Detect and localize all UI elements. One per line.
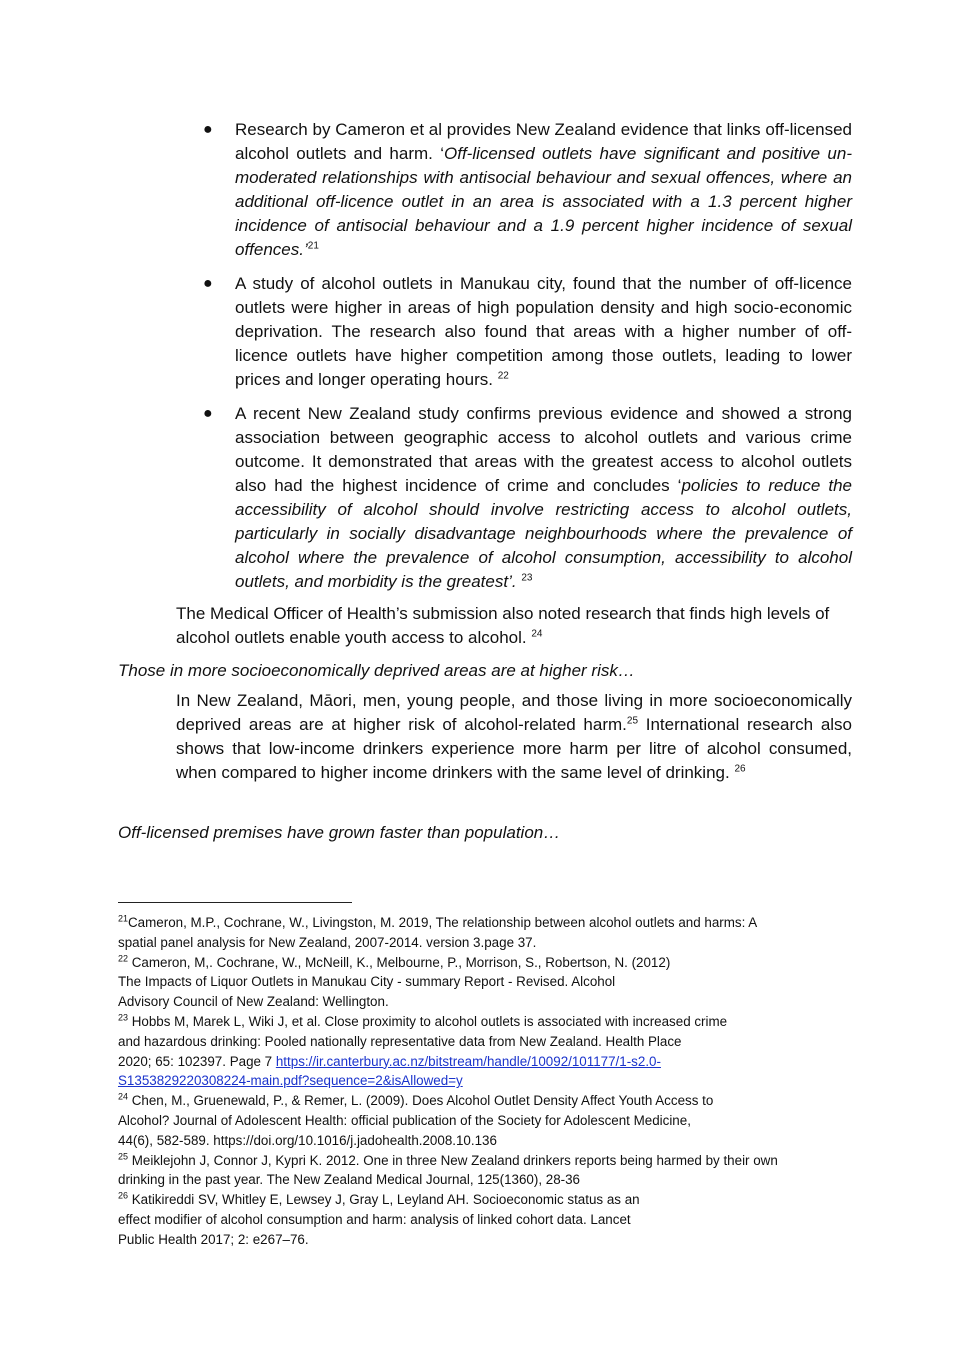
footnote-ref-25[interactable]: 25 xyxy=(626,715,639,727)
paragraph-text: In New Zealand, Māori, men, young people, and those living in more socioeconomically deprived areas are at higher risk of alcohol-related harm. xyxy=(176,691,852,734)
footnote-ref-24[interactable]: 24 xyxy=(531,628,543,640)
section-heading-deprived-areas: Those in more socioeconomically deprived areas are at higher risk… xyxy=(118,661,635,680)
footnote-text: Cameron, M,. Cochrane, W., McNeill, K., Melbourne, P., Morrison, S., Robertson, N. (2012) xyxy=(128,954,671,970)
hobbs-study-link-continued[interactable]: S1353829220308224-main.pdf?sequence=2&isAllowed=y xyxy=(118,1073,463,1089)
footnote-text: Katikireddi SV, Whitley E, Lewsey J, Gray L, Leyland AH. Socioeconomic status as an xyxy=(128,1192,640,1208)
bullet-quote: Off-licensed outlets have significant and positive un-moderated relationships with antisocial behaviour and sexual offences, where an additional off-licence outlet in an area is associated with a 1.3 percent higher incidence of antisocial behaviour and a 1.9 percent higher incidence of sexual offences.’ xyxy=(235,144,852,259)
footnote-divider xyxy=(118,902,352,903)
footnote-text: spatial panel analysis for New Zealand, 2007-2014. version 3.page 37. xyxy=(118,934,537,950)
footnote-number: 24 xyxy=(118,1091,129,1102)
footnote-text: Chen, M., Gruenewald, P., & Remer, L. (2009). Does Alcohol Outlet Density Affect Youth Access to xyxy=(128,1093,714,1109)
footnote-text: 2020; 65: 102397. Page 7 xyxy=(118,1053,276,1069)
paragraph-text: International research also shows that low-income drinkers experience more harm per litre of alcohol consumed, when compared to higher income drinkers with the same level of drinking. xyxy=(176,715,853,782)
footnote-text: and hazardous drinking: Pooled nationally representative data from New Zealand. Health Place xyxy=(118,1033,682,1049)
footnote-text: Hobbs M, Marek L, Wiki J, et al. Close proximity to alcohol outlets is associated with increased crime xyxy=(128,1013,728,1029)
footnote-23 xyxy=(118,1012,858,1091)
footnote-text: The Impacts of Liquor Outlets in Manukau City - summary Report - Revised. Alcohol xyxy=(118,974,616,990)
section-heading-premises-growth: Off-licensed premises have grown faster than population… xyxy=(118,823,561,842)
footnote-text: 44(6), 582-589. https://doi.org/10.1016/j.jadohealth.2008.10.136 xyxy=(118,1132,497,1148)
footnote-text: Advisory Council of New Zealand: Wellington. xyxy=(118,994,389,1010)
hobbs-study-link[interactable]: https://ir.canterbury.ac.nz/bitstream/handle/10092/101177/1-s2.0- xyxy=(275,1053,661,1069)
footnote-text: Alcohol? Journal of Adolescent Health: official publication of the Society for Adolescent Medicine, xyxy=(118,1112,691,1128)
footnote-24 xyxy=(118,1091,858,1150)
paragraph-text: The Medical Officer of Health’s submission also noted research that finds high levels of alcohol outlets enable youth access to alcohol. xyxy=(176,604,830,647)
bullet-text: A recent New Zealand study confirms previous evidence and showed a strong association between geographic access to alcohol outlets and various crime outcome. It demonstrated that areas with the greatest access to alcohol outlets also had the highest incidence of crime and concludes ‘ xyxy=(235,404,852,495)
footnote-number: 21 xyxy=(118,913,129,924)
moh-submission-paragraph xyxy=(176,602,852,650)
footnote-text: Public Health 2017; 2: e267–76. xyxy=(118,1231,309,1247)
bullet-manukau-study xyxy=(200,272,852,392)
bullet-dot-icon: ● xyxy=(203,405,213,422)
footnote-number: 25 xyxy=(118,1151,129,1162)
bullet-dot-icon: ● xyxy=(203,121,213,138)
bullet-nz-crime-study xyxy=(200,402,852,594)
footnote-text: effect modifier of alcohol consumption and harm: analysis of linked cohort data. Lancet xyxy=(118,1211,631,1227)
footnote-26 xyxy=(118,1190,858,1249)
footnote-25 xyxy=(118,1151,858,1191)
footnote-number: 22 xyxy=(118,953,129,964)
bullet-dot-icon: ● xyxy=(203,275,213,292)
footnote-number: 26 xyxy=(118,1190,129,1201)
bullet-text: Research by Cameron et al provides New Zealand evidence that links off-licensed alcohol outlets and harm. ‘ xyxy=(235,120,852,163)
footnote-ref-26[interactable]: 26 xyxy=(734,763,746,775)
footnote-text: drinking in the past year. The New Zealand Medical Journal, 125(1360), 28-36 xyxy=(118,1172,581,1188)
footnote-text: Meiklejohn J, Connor J, Kypri K. 2012. One in three New Zealand drinkers reports being harmed by their own xyxy=(128,1152,778,1168)
footnote-ref-21[interactable]: 21 xyxy=(307,240,319,252)
bullet-quote: policies to reduce the accessibility of alcohol should involve restricting access to alcohol outlets, particularly in socially disadvantage neighbourhoods where the prevalence of alcohol where the prevalence of alcohol consumption, accessibility to alcohol outlets, and morbidity is the greatest’. xyxy=(235,476,853,591)
bullet-text: A study of alcohol outlets in Manukau city, found that the number of off-licence outlets were higher in areas of high population density and high socio-economic deprivation. The research also found that areas with a higher number of off-licence outlets have higher competition among those outlets, leading to lower prices and longer operating hours. xyxy=(235,274,852,389)
footnote-22 xyxy=(118,953,858,1012)
footnote-ref-23[interactable]: 23 xyxy=(521,572,533,584)
footnote-21 xyxy=(118,913,858,953)
footnote-ref-22[interactable]: 22 xyxy=(497,370,509,382)
nz-risk-paragraph xyxy=(176,689,852,785)
evidence-bullet-list xyxy=(200,118,852,604)
footnote-number: 23 xyxy=(118,1012,129,1023)
footnotes xyxy=(118,913,858,1250)
bullet-cameron-research xyxy=(200,118,852,262)
footnote-text: Cameron, M.P., Cochrane, W., Livingston, M. 2019, The relationship between alcohol outlets and harms: A xyxy=(128,915,758,930)
